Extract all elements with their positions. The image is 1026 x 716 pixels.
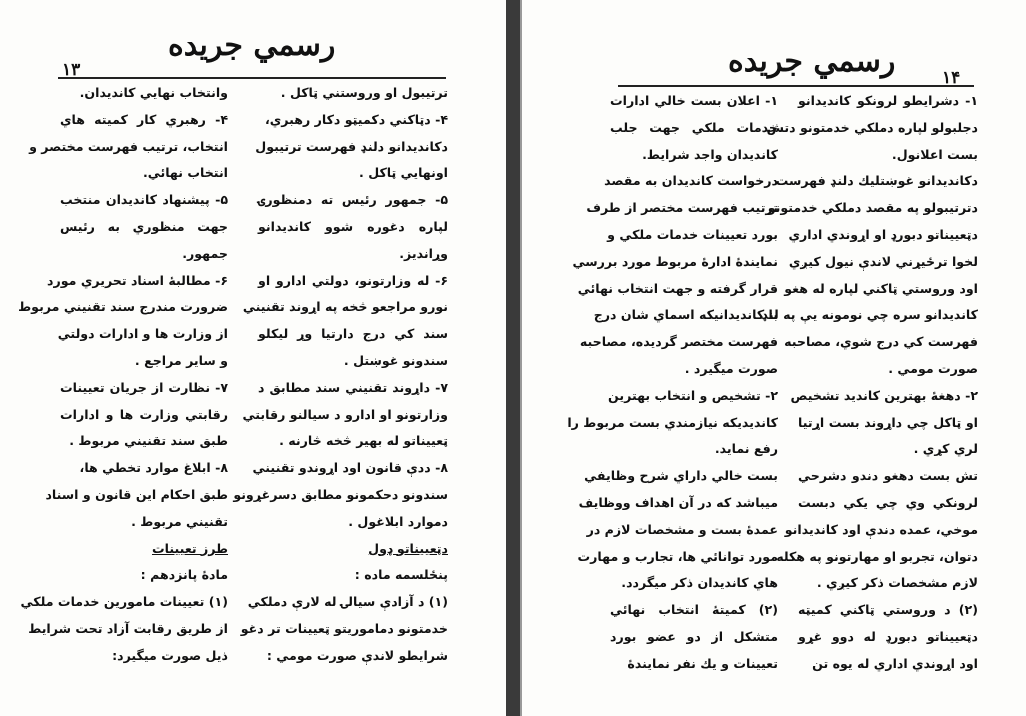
left-pashto-column bbox=[233, 80, 448, 670]
left-pashto-line: وړانديز. bbox=[399, 245, 448, 261]
right-pashto-line: دكانديدانو غوښتليك دلنډ فهرست bbox=[775, 173, 978, 189]
left-pashto-line: اونهايي ټاكل . bbox=[359, 165, 448, 181]
left-dari-line: از طريق رقابت آزاد تحت شرايط bbox=[28, 620, 228, 636]
left-dari-column bbox=[18, 80, 228, 670]
left-pashto-line: دموارد ابلاغول . bbox=[348, 513, 448, 529]
left-page-title: رسمي جريده bbox=[168, 28, 336, 63]
left-pashto-line: ۵- جمهور رئيس ته دمنظورۍ bbox=[258, 192, 448, 208]
left-pashto-line: لپاره دغوره شوو كانديدانو bbox=[258, 218, 448, 234]
right-dari-line: رفع نمايد. bbox=[714, 441, 778, 457]
left-pashto-line: وزارتونو او ادارو د سيالنو رقابتي bbox=[242, 406, 448, 422]
left-dari-line: ذيل صورت ميگيرد: bbox=[112, 647, 228, 663]
left-dari-line: انتخاب، ترتيب فهرست مختصر و bbox=[29, 138, 228, 154]
left-dari-line: مادهٔ پانزدهم : bbox=[140, 567, 228, 583]
left-pashto-line: سندونو دحكمونو مطابق دسرغړونو bbox=[233, 486, 448, 502]
left-dari-line: طبق احكام اين قانون و اسناد bbox=[45, 486, 228, 502]
left-pashto-line: سندونو غوښتل . bbox=[343, 352, 448, 368]
right-dari-line: مورد توانائي ها، تجارب و مهارت bbox=[577, 548, 778, 564]
right-dari-line: فهرست مختصر گرديده، مصاحبه bbox=[579, 334, 778, 350]
right-dari-line: نمايندهٔ ادارهٔ مربوط مورد بررسي bbox=[572, 253, 778, 269]
right-dari-line: (۲) كميتهٔ انتخاب نهائي bbox=[610, 602, 778, 618]
left-pashto-line: دټعييناتو ډول bbox=[368, 540, 448, 556]
right-dari-line: ۱- اعلان بست خالي ادارات bbox=[610, 93, 778, 108]
right-pashto-line: لرونكي وي چي يكي دبست bbox=[798, 494, 978, 510]
left-pashto-line: ۶- له وزارتونو، دولتي ادارو او bbox=[258, 272, 448, 288]
left-dari-line: وانتخاب نهايي كانديدان. bbox=[79, 85, 228, 100]
right-pashto-line: صورت مومي . bbox=[888, 360, 978, 376]
right-pashto-line: دتوان، تجربو او مهارتونو په هكله bbox=[776, 548, 978, 564]
left-dari-line: ۵- پيشنهاد كانديدان منتخب bbox=[60, 192, 228, 208]
left-dari-line: طرز تعيينات bbox=[152, 540, 228, 556]
right-dari-line: با كانديدانيكه اسماي شان درج bbox=[593, 307, 778, 323]
right-dari-line: صورت ميگيرد . bbox=[684, 360, 778, 376]
left-dari-line: (۱) تعيينات مامورين خدمات ملكي bbox=[20, 594, 228, 610]
left-pashto-line: شرايطو لاندې صورت مومي : bbox=[266, 647, 448, 663]
right-pashto-line: تش بست دهغو دندو دشرحي bbox=[798, 468, 978, 484]
left-pashto-line: ترتيبول او وروستني ټاكل . bbox=[280, 85, 448, 100]
right-dari-line: ۲- تشخيص و انتخاب بهترين bbox=[608, 387, 778, 403]
right-dari-line: متشكل از دو عضو بورد bbox=[610, 628, 778, 644]
right-dari-column bbox=[567, 88, 778, 678]
right-pashto-line: لازم مشخصات ذكر كيږي . bbox=[816, 575, 978, 591]
right-dari-line: ميباشد كه در آن اهداف ووظايف bbox=[578, 494, 778, 510]
right-dari-line: قرار گرفته و جهت انتخاب نهائي bbox=[577, 280, 778, 296]
left-pashto-line: پنځلسمه ماده : bbox=[354, 567, 448, 583]
left-pashto-line: ۷- داړوند تقنيني سند مطابق د bbox=[258, 379, 448, 395]
right-dari-line: هاي كانديدان ذكر ميگردد. bbox=[621, 575, 778, 591]
right-dari-line: بست خالي داراي شرح وظايفي bbox=[584, 468, 778, 484]
right-pashto-line: موخي، عمده دندې اود كانديدانو bbox=[784, 521, 978, 537]
left-dari-line: ۴- رهبري كار كميته هاي bbox=[60, 111, 228, 127]
right-pashto-line: ۲- دهغهٔ بهترين كانديد تشخيص bbox=[790, 387, 978, 403]
left-pashto-line: خدمتونو دماموريتو ټعيينات تر دغو bbox=[240, 620, 448, 636]
right-page-title: رسمي جريده bbox=[728, 44, 896, 79]
left-dari-line: تقنيني مربوط . bbox=[131, 513, 228, 529]
right-header-rule bbox=[618, 85, 974, 87]
left-page-number: ۱۳ bbox=[62, 60, 81, 80]
right-pashto-line: دټعييناتو دبورډ او اړوندي اداري bbox=[788, 226, 978, 242]
right-pashto-column bbox=[761, 88, 978, 678]
left-dari-line: جمهور. bbox=[182, 245, 228, 261]
left-dari-line: از وزارت ها و ادارات دولتي bbox=[57, 326, 228, 342]
right-dari-line: خدمات ملكي جهت جلب bbox=[610, 119, 778, 135]
left-dari-line: جهت منظوري به رئيس bbox=[60, 218, 228, 234]
right-pashto-line: اود اړوندي اداري له يوه تن bbox=[812, 655, 978, 671]
left-pashto-line: دكانديدانو دلنډ فهرست ترتيبول bbox=[255, 138, 448, 154]
right-page bbox=[522, 0, 1026, 716]
right-pashto-line: دټعييناتو دبورډ له دوو غړو bbox=[798, 628, 978, 644]
right-pashto-line: دجلبولو لپاره دملكي خدمتونو دتش bbox=[766, 119, 978, 135]
left-dari-line: ۶- مطالبهٔ اسناد تحريري مورد bbox=[47, 272, 228, 288]
right-dari-line: بورد تعيينات خدمات ملكي و bbox=[607, 226, 778, 242]
left-pashto-line: ۸- ددې قانون اود اړوندو تقنيني bbox=[252, 460, 448, 476]
right-dari-line: كانديديكه نيازمندي بست مربوط را bbox=[567, 414, 778, 430]
left-dari-line: طبق سند تقنيني مربوط . bbox=[69, 433, 228, 449]
right-dari-line: ترتيب فهرست مختصر از طرف bbox=[586, 200, 778, 216]
left-pashto-line: سند كي درج دارتيا وړ ليكلو bbox=[258, 326, 448, 342]
right-pashto-line: بست اعلانول. bbox=[891, 146, 978, 162]
right-pashto-line: فهرست كي درج شوي، مصاحبه bbox=[784, 334, 978, 350]
right-pashto-line: ۱- دشرايطو لرونكو كانديدانو bbox=[798, 93, 978, 108]
left-header-rule bbox=[58, 77, 446, 79]
right-pashto-line: لخوا ترځيړني لاندې نيول كيږي bbox=[788, 253, 978, 269]
left-pashto-line: ټعييناتو له بهير څخه څارنه . bbox=[279, 433, 448, 449]
right-pashto-line: لري كړي . bbox=[913, 441, 978, 457]
left-pashto-line: نورو مراجعو څخه په اړوند تقنيني bbox=[242, 299, 448, 315]
right-pashto-line: دترتيبولو په مقصد دملكي خدمتونو bbox=[767, 200, 978, 216]
right-dari-line: كانديدان واجد شرايط. bbox=[642, 146, 778, 162]
left-dari-line: انتخاب نهائي. bbox=[142, 165, 228, 181]
left-dari-line: رقابتي وزارت ها و ادارات bbox=[60, 406, 228, 422]
left-pashto-line: (۱) د آزادې سيالۍ له لارې دملكي bbox=[247, 594, 448, 610]
right-dari-line: تعيينات و يك نفر نمايندهٔ bbox=[627, 655, 778, 671]
left-dari-line: ۷- نظارت از جريان تعيينات bbox=[60, 379, 228, 395]
left-dari-line: ضرورت مندرج سند تقنيني مربوط bbox=[18, 299, 228, 315]
right-pashto-line: كانديدانو سره چي نومونه يې په لنډ bbox=[761, 307, 978, 323]
left-pashto-line: ۴- دټاكني دكميټو دكار رهبري، bbox=[264, 111, 448, 127]
right-dari-line: درخواست كانديدان به مقصد bbox=[604, 173, 778, 189]
right-pashto-line: اود وروستي ټاكني لپاره له هغو bbox=[784, 280, 978, 296]
right-pashto-line: (۲) د وروستي ټاكني كميټه bbox=[798, 602, 978, 618]
left-dari-line: ۸- ابلاغ موارد تخطي ها، bbox=[79, 460, 228, 476]
right-pashto-line: او ټاكل چي داړوند بست اړتيا bbox=[798, 414, 978, 430]
left-page bbox=[0, 0, 506, 716]
right-dari-line: عمدهٔ بست و مشخصات لازم در bbox=[586, 521, 778, 537]
right-page-number: ۱۴ bbox=[942, 68, 961, 88]
left-dari-line: و ساير مراجع . bbox=[134, 352, 228, 368]
